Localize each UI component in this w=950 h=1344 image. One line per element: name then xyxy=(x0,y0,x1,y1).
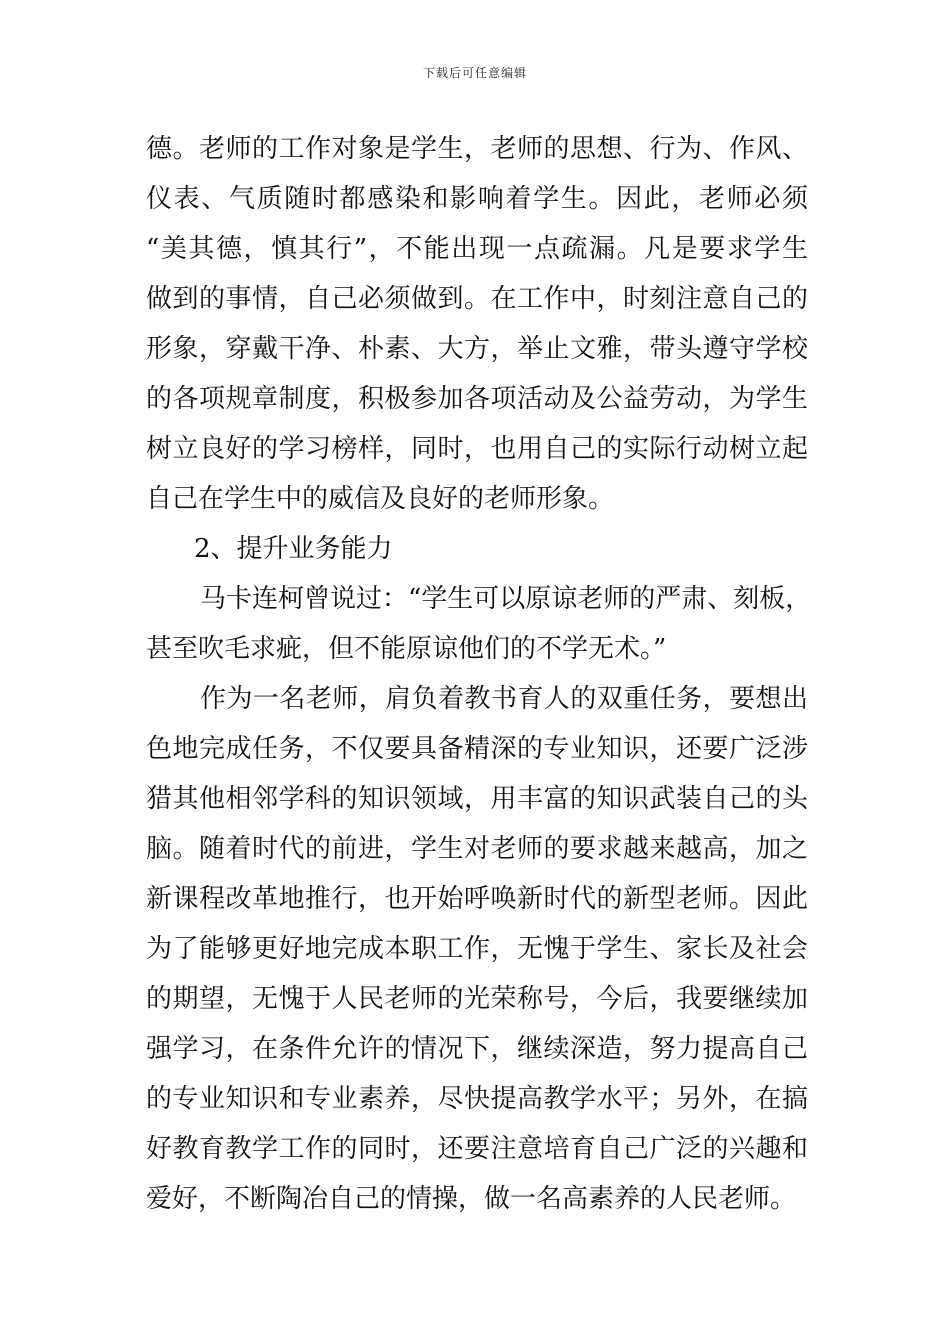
text-line: 树立良好的学习榜样，同时，也用自己的实际行动树立起 xyxy=(146,434,808,464)
text-line: 猎其他相邻学科的知识领域，用丰富的知识武装自己的头 xyxy=(146,784,808,814)
text-line: 形象，穿戴干净、朴素、大方，举止文雅，带头遵守学校 xyxy=(146,334,808,364)
text-line: 仪表、气质随时都感染和影响着学生。因此，老师必须 xyxy=(146,184,808,214)
text-line: 爱好，不断陶冶自己的情操，做一名高素养的人民老师。 xyxy=(146,1184,797,1214)
text-line: 甚至吹毛求疵，但不能原谅他们的不学无术。” xyxy=(146,634,667,664)
text-line: 强学习，在条件允许的情况下，继续深造，努力提高自己 xyxy=(146,1034,808,1064)
document-body xyxy=(146,124,812,1224)
text-line: 马卡连柯曾说过：“学生可以原谅老师的严肃、刻板， xyxy=(200,584,812,614)
text-line: 新课程改革地推行，也开始呼唤新时代的新型老师。因此 xyxy=(146,884,808,914)
text-line: 好教育教学工作的同时，还要注意培育自己广泛的兴趣和 xyxy=(146,1134,808,1164)
text-line: 的专业知识和专业素养，尽快提高教学水平；另外，在搞 xyxy=(146,1084,808,1114)
text-line: 做到的事情，自己必须做到。在工作中，时刻注意自己的 xyxy=(146,284,808,314)
text-line: 作为一名老师，肩负着教书育人的双重任务，要想出 xyxy=(200,684,808,714)
text-line: 的期望，无愧于人民老师的光荣称号，今后，我要继续加 xyxy=(146,984,808,1014)
text-line: 为了能够更好地完成本职工作，无愧于学生、家长及社会 xyxy=(146,934,808,964)
text-line: 脑。随着时代的前进，学生对老师的要求越来越高，加之 xyxy=(146,834,808,864)
text-line: 自己在学生中的威信及良好的老师形象。 xyxy=(146,484,615,514)
text-line: 色地完成任务，不仅要具备精深的专业知识，还要广泛涉 xyxy=(146,734,808,764)
page-header: 下载后可任意编辑 xyxy=(422,66,527,80)
text-line: 德。老师的工作对象是学生，老师的思想、行为、作风、 xyxy=(146,134,808,164)
text-line: “美其德，慎其行”，不能出现一点疏漏。凡是要求学生 xyxy=(146,234,808,264)
section-heading: 2、提升业务能力 xyxy=(194,534,393,564)
text-line: 的各项规章制度，积极参加各项活动及公益劳动，为学生 xyxy=(146,384,808,414)
